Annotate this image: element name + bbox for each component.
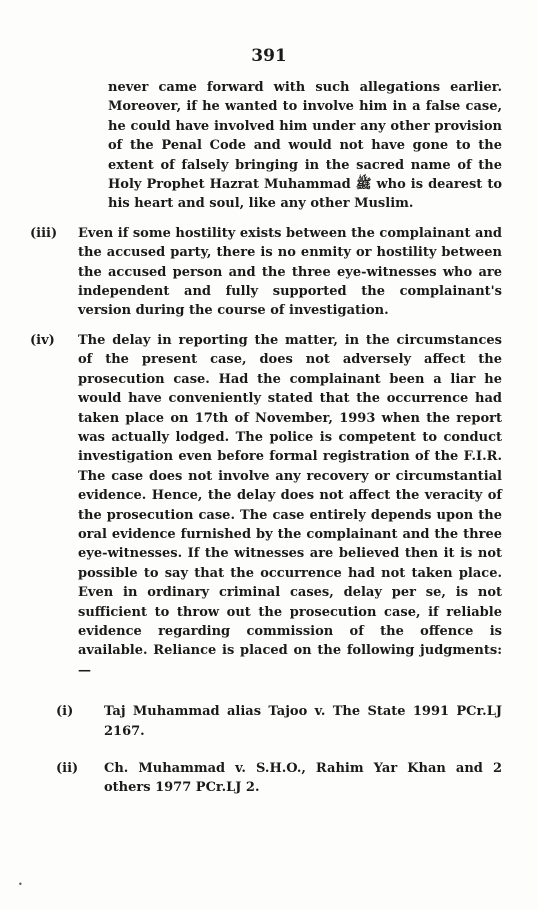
opening-paragraph: never came forward with such allegations earlier. Moreover, if he wanted to involve him in a false case, he could have involved him under any other provision of the Penal Code and would not have gone to the extent of falsely bringing in the sacred name of the Holy Prophet Hazrat Muhammad ﷺ who is dearest to his heart and soul, like any other Muslim. xyxy=(108,80,502,212)
point-iii xyxy=(30,224,502,321)
citation-number: (ii) xyxy=(56,761,79,776)
citation-item xyxy=(56,759,502,798)
citation-text: Ch. Muhammad v. S.H.O., Rahim Yar Khan and 2 others 1977 PCr.LJ 2. xyxy=(104,761,502,796)
citation-number: (i) xyxy=(56,704,74,720)
page-body xyxy=(30,78,502,816)
scan-speck: • xyxy=(18,880,23,889)
citation-list xyxy=(30,702,502,798)
citation-text: Taj Muhammad alias Tajoo v. The State 1991 PCr.LJ 2167. xyxy=(104,704,502,739)
point-text: The delay in reporting the matter, in the circumstances of the present case, does not adversely affect the prosecution case. Had the complainant been a liar he would have conveniently stated that the occurrence had taken place on 17th of November, 1993 when the report was actually lodged. The police is competent to conduct investigation even before formal registration of the F.I.R. The case does not involve any recovery or circumstantial evidence. Hence, the delay does not affect the veracity of the prosecution case. The case entirely depends upon the oral evidence furnished by the complainant and the three eye-witnesses. If the witnesses are believed then it is not possible to say that the occurrence had not taken place. Even in ordinary criminal cases, delay per se, is not sufficient to throw out the prosecution case, if reliable evidence regarding commission of the offence is available. Reliance is placed on the following judgments:— xyxy=(78,332,502,678)
point-iv xyxy=(30,331,502,680)
point-number: (iv) xyxy=(30,332,55,348)
point-text: Even if some hostility exists between the complainant and the accused party, there is no enmity or hostility between the accused person and the three eye-witnesses who are independent and fully supported the complainant's version during the course of investigation. xyxy=(78,225,502,319)
page-number: 391 xyxy=(251,46,287,66)
point-number: (iii) xyxy=(30,225,58,241)
citation-item xyxy=(56,702,502,741)
